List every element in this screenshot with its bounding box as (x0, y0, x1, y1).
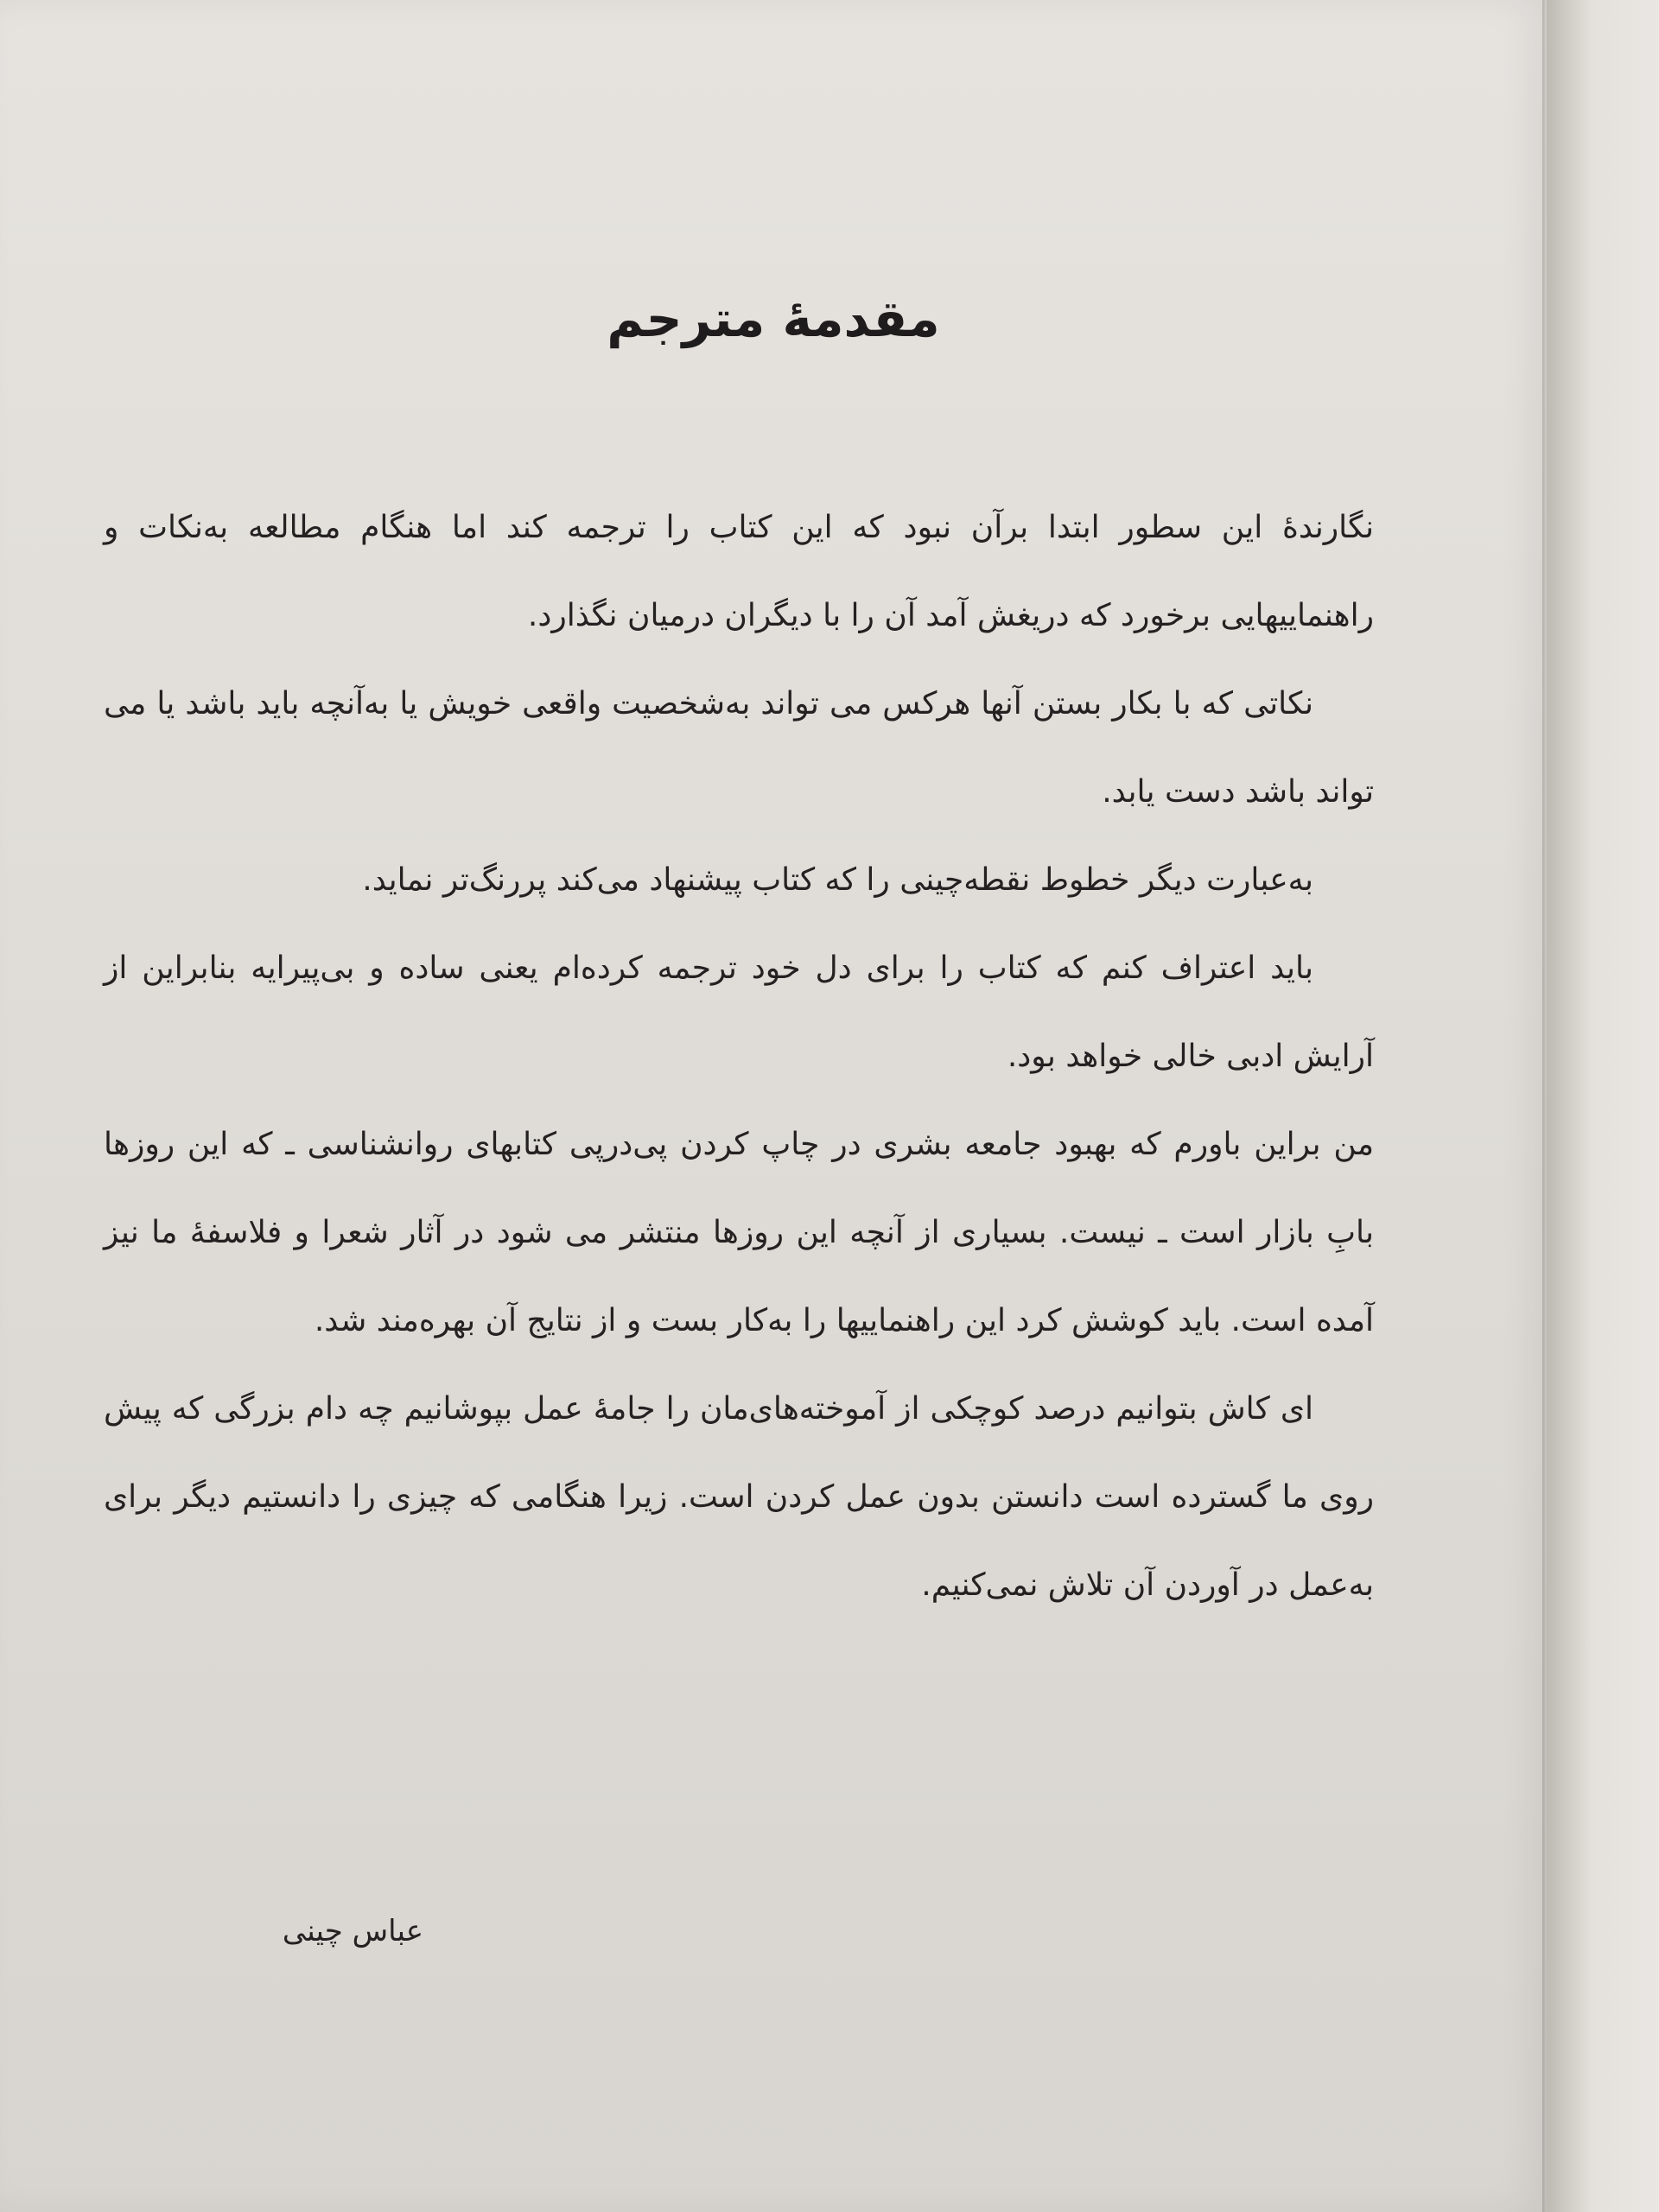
page-body (104, 484, 1374, 1630)
paragraph-3: به‌عبارت دیگر خطوط نقطه‌چینی را که کتاب پیشنهاد می‌کند پررنگ‌تر نماید. (362, 862, 1313, 898)
paragraph-2: نکاتی که با بکار بستن آنها هرکس می تواند به‌شخصیت واقعی خویش یا به‌آنچه باید باشد یا می تواند باشد دست یابد. (104, 686, 1374, 810)
paragraph-6: ای کاش بتوانیم درصد کوچکی از آموخته‌های‌مان را جامهٔ عمل بپوشانیم چه دام بزرگی که پیش روی ما گسترده است دانستن بدون عمل کردن است. زیرا هنگامی که چیزی را دانستیم دیگر برای به‌عمل در آوردن آن تلاش نمی‌کنیم. (104, 1391, 1374, 1603)
translator-signature: عباس چینی (282, 1914, 423, 1948)
next-page-edge (1547, 0, 1659, 2212)
paragraph-1: نگارندهٔ این سطور ابتدا برآن نبود که این کتاب را ترجمه کند اما هنگام مطالعه به‌نکات و راهنماییهایی برخورد که دریغش آمد آن را با دیگران درمیان نگذارد. (104, 510, 1374, 633)
paragraph-5: من براین باورم که بهبود جامعه بشری در چاپ کردن پی‌درپی کتابهای روانشناسی ـ که این روزها بابِ بازار است ـ نیست. بسیاری از آنچه این روزها منتشر می شود در آثار شعرا و فلاسفهٔ ما نیز آمده است. باید کوشش کرد این راهنماییها را به‌کار بست و از نتایج آن بهره‌مند شد. (104, 1127, 1374, 1338)
paragraph-4: باید اعتراف کنم که کتاب را برای دل خود ترجمه کرده‌ام یعنی ساده و بی‌پیرایه بنابراین از آرایش ادبی خالی خواهد بود. (104, 950, 1374, 1074)
page-title: مقدمهٔ مترجم (607, 289, 940, 348)
